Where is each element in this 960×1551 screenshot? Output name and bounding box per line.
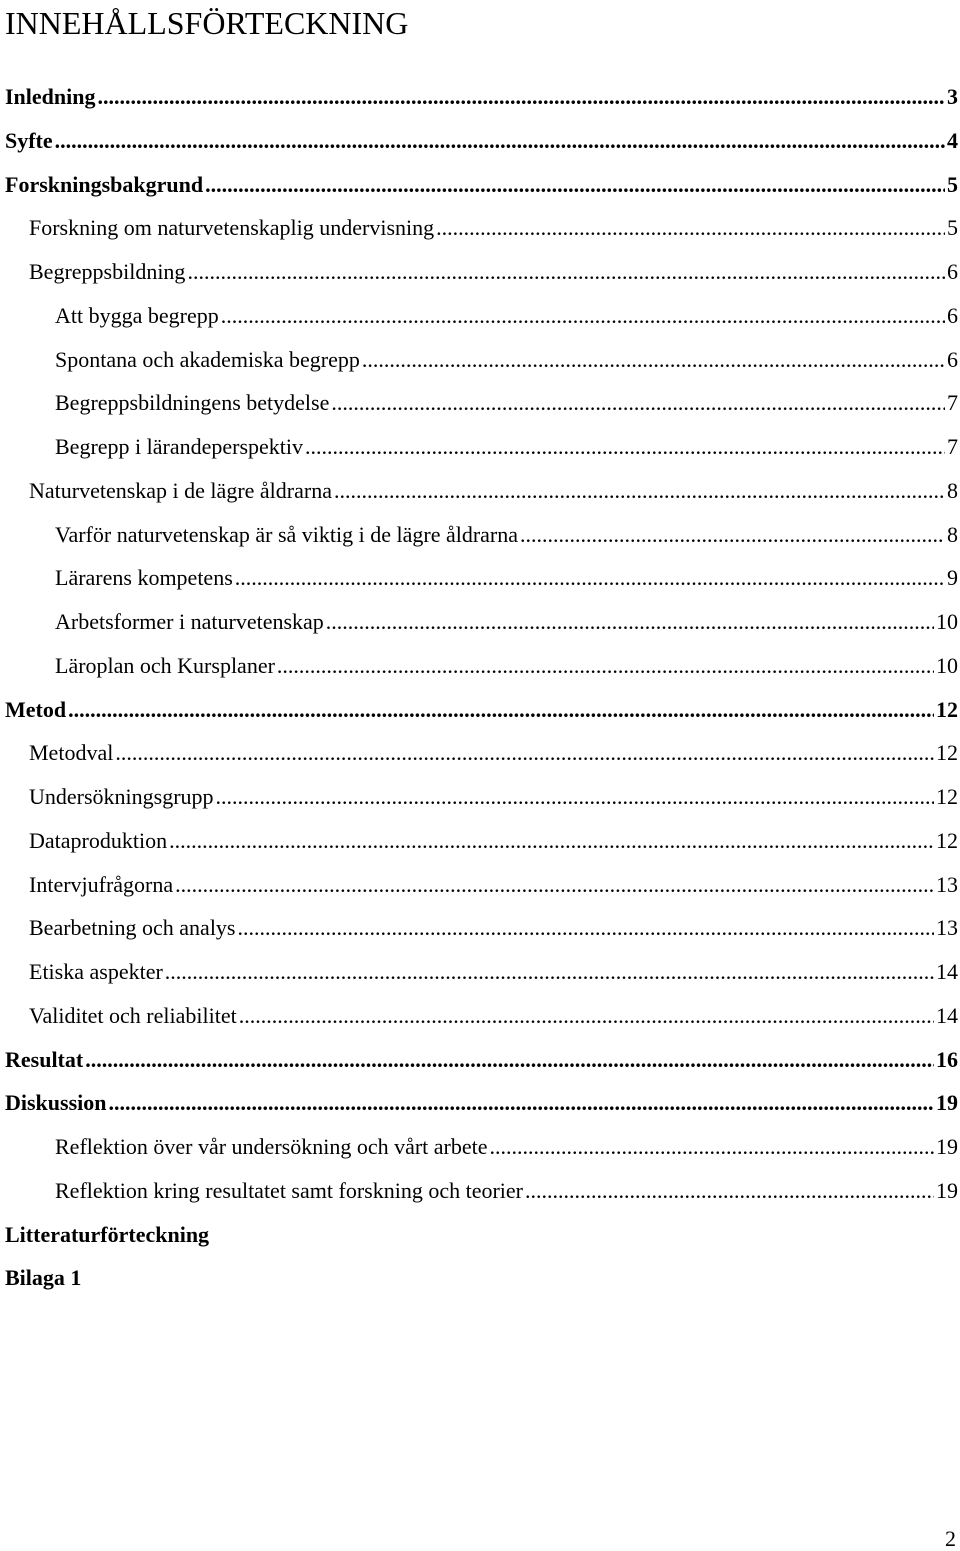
toc-line [55,1134,960,1160]
toc-entry-label: Forskningsbakgrund [5,171,204,197]
toc-entry[interactable] [0,512,960,556]
toc-entry[interactable] [0,337,960,381]
toc-line [29,1003,960,1029]
toc-entry[interactable] [0,862,960,906]
toc-entry-label: Resultat [5,1046,84,1072]
toc-dot-leader [165,959,934,985]
toc-entry[interactable] [0,1080,960,1124]
toc-line [29,215,960,241]
toc-entry-label: Varför naturvetenskap är så viktig i de lägre åldrarna [55,521,519,547]
toc-line [5,1047,960,1073]
toc-entry[interactable] [0,818,960,862]
toc-line [5,1090,960,1116]
toc-entry-label: Lärarens kompetens [55,565,233,591]
toc-entry-label: Bearbetning och analys [29,915,236,941]
toc-entry-label: Forskning om naturvetenskaplig undervisning [29,215,435,241]
toc-entry-label: Litteraturförteckning [5,1221,210,1247]
toc-entry-label: Bilaga 1 [5,1265,82,1291]
toc-entry[interactable] [0,1037,960,1081]
toc-entry-label: Dataproduktion [29,827,168,853]
toc-entry-label: Att bygga begrepp [55,302,219,328]
toc-entry[interactable] [0,1212,960,1256]
toc-line [29,872,960,898]
toc-entry-label: Begreppsbildning [29,259,186,284]
table-of-contents [0,74,960,1299]
toc-entry-page: 7 [947,434,958,459]
toc-line [29,959,960,985]
toc-line [5,1265,960,1291]
toc-entry[interactable] [0,730,960,774]
toc-line [5,84,960,110]
toc-entry[interactable] [0,643,960,687]
toc-dot-leader [239,1003,934,1029]
toc-entry-page: 8 [947,521,958,547]
toc-entry-label: Intervjufrågorna [29,871,174,897]
toc-dot-leader [187,259,945,285]
toc-entry[interactable] [0,162,960,206]
toc-entry-page: 13 [936,915,958,941]
toc-line [55,390,960,416]
toc-entry[interactable] [0,118,960,162]
toc-line [29,784,960,810]
toc-line [29,915,960,941]
toc-entry-page: 10 [936,652,958,678]
toc-line [55,347,960,373]
toc-entry[interactable] [0,293,960,337]
toc-entry-label: Spontana och akademiska begrepp [55,346,360,372]
toc-line [55,434,960,460]
toc-dot-leader [68,697,934,723]
toc-entry-page: 14 [936,959,958,984]
toc-entry[interactable] [0,205,960,249]
toc-line [55,522,960,548]
toc-entry-label: Etiska aspekter [29,959,163,984]
toc-entry-page: 19 [936,1134,958,1159]
toc-line [5,128,960,154]
toc-entry-page: 5 [947,215,958,241]
toc-line [5,172,960,198]
toc-dot-leader [109,1090,934,1116]
toc-entry-label: Diskussion [5,1090,107,1116]
toc-line [29,740,960,766]
toc-entry-label: Inledning [5,84,96,109]
toc-entry-page: 19 [936,1090,958,1116]
toc-entry-page: 10 [936,609,958,634]
toc-entry-label: Begreppsbildningens betydelse [55,390,330,416]
toc-entry-label: Metodval [29,740,114,766]
toc-line [55,609,960,635]
toc-entry[interactable] [0,1168,960,1212]
toc-dot-leader [221,303,945,329]
toc-entry-label: Syfte [5,127,53,153]
toc-entry-label: Arbetsformer i naturvetenskap [55,609,324,634]
toc-entry[interactable] [0,249,960,293]
toc-entry-page: 19 [936,1177,958,1203]
toc-entry[interactable] [0,949,960,993]
toc-entry-page: 13 [936,871,958,897]
toc-entry-page: 4 [947,127,958,153]
toc-dot-leader [235,565,945,591]
toc-entry[interactable] [0,687,960,731]
toc-dot-leader [326,609,934,635]
toc-entry[interactable] [0,905,960,949]
toc-entry-page: 14 [936,1002,958,1028]
toc-entry-page: 7 [947,390,958,416]
toc-entry-label: Reflektion över vår undersökning och vårt arbete [55,1134,488,1159]
toc-entry-label: Begrepp i lärandeperspektiv [55,434,304,459]
toc-entry[interactable] [0,424,960,468]
toc-entry[interactable] [0,1124,960,1168]
toc-line [29,478,960,504]
toc-entry[interactable] [0,468,960,512]
toc-entry-page: 6 [947,259,958,284]
toc-dot-leader [169,828,934,854]
toc-entry[interactable] [0,555,960,599]
toc-dot-leader [205,172,945,198]
toc-entry[interactable] [0,1255,960,1299]
toc-dot-leader [277,653,934,679]
toc-dot-leader [525,1178,934,1204]
toc-entry-page: 12 [936,827,958,853]
toc-entry-page: 12 [936,696,958,722]
toc-dot-leader [436,215,945,241]
toc-entry[interactable] [0,380,960,424]
toc-entry-label: Läroplan och Kursplaner [55,652,275,678]
toc-entry-page: 12 [936,784,958,809]
toc-entry-page: 5 [947,171,958,197]
toc-line [29,828,960,854]
toc-dot-leader [175,872,934,898]
toc-entry-page: 3 [947,84,958,109]
toc-dot-leader [362,347,945,373]
toc-line [55,303,960,329]
toc-entry-label: Metod [5,696,67,722]
toc-entry-page: 6 [947,302,958,328]
toc-entry-page: 6 [947,346,958,372]
toc-entry-label: Naturvetenskap i de lägre åldrarna [29,477,332,503]
toc-entry[interactable] [0,74,960,118]
toc-entry[interactable] [0,993,960,1037]
toc-dot-leader [216,784,934,810]
toc-line [5,697,960,723]
toc-line [55,653,960,679]
page-number: 2 [945,1526,956,1551]
toc-entry[interactable] [0,774,960,818]
toc-dot-leader [55,128,945,154]
toc-entry-page: 8 [947,477,958,503]
toc-entry-label: Reflektion kring resultatet samt forskning och teorier [55,1177,523,1203]
toc-entry-label: Undersökningsgrupp [29,784,214,809]
toc-dot-leader [520,522,945,548]
toc-line [29,259,960,285]
toc-dot-leader [305,434,945,460]
toc-dot-leader [238,915,935,941]
toc-line [55,1178,960,1204]
toc-dot-leader [490,1134,934,1160]
toc-entry-page: 12 [936,740,958,766]
toc-line [55,565,960,591]
toc-entry-page: 16 [936,1046,958,1072]
toc-dot-leader [98,84,946,110]
toc-entry-page: 9 [947,565,958,591]
toc-line [5,1222,960,1248]
page-title: INNEHÅLLSFÖRTECKNING [5,5,409,41]
toc-entry[interactable] [0,599,960,643]
toc-dot-leader [115,740,934,766]
toc-dot-leader [85,1047,934,1073]
toc-entry-label: Validitet och reliabilitet [29,1002,237,1028]
toc-dot-leader [331,390,945,416]
toc-dot-leader [334,478,945,504]
